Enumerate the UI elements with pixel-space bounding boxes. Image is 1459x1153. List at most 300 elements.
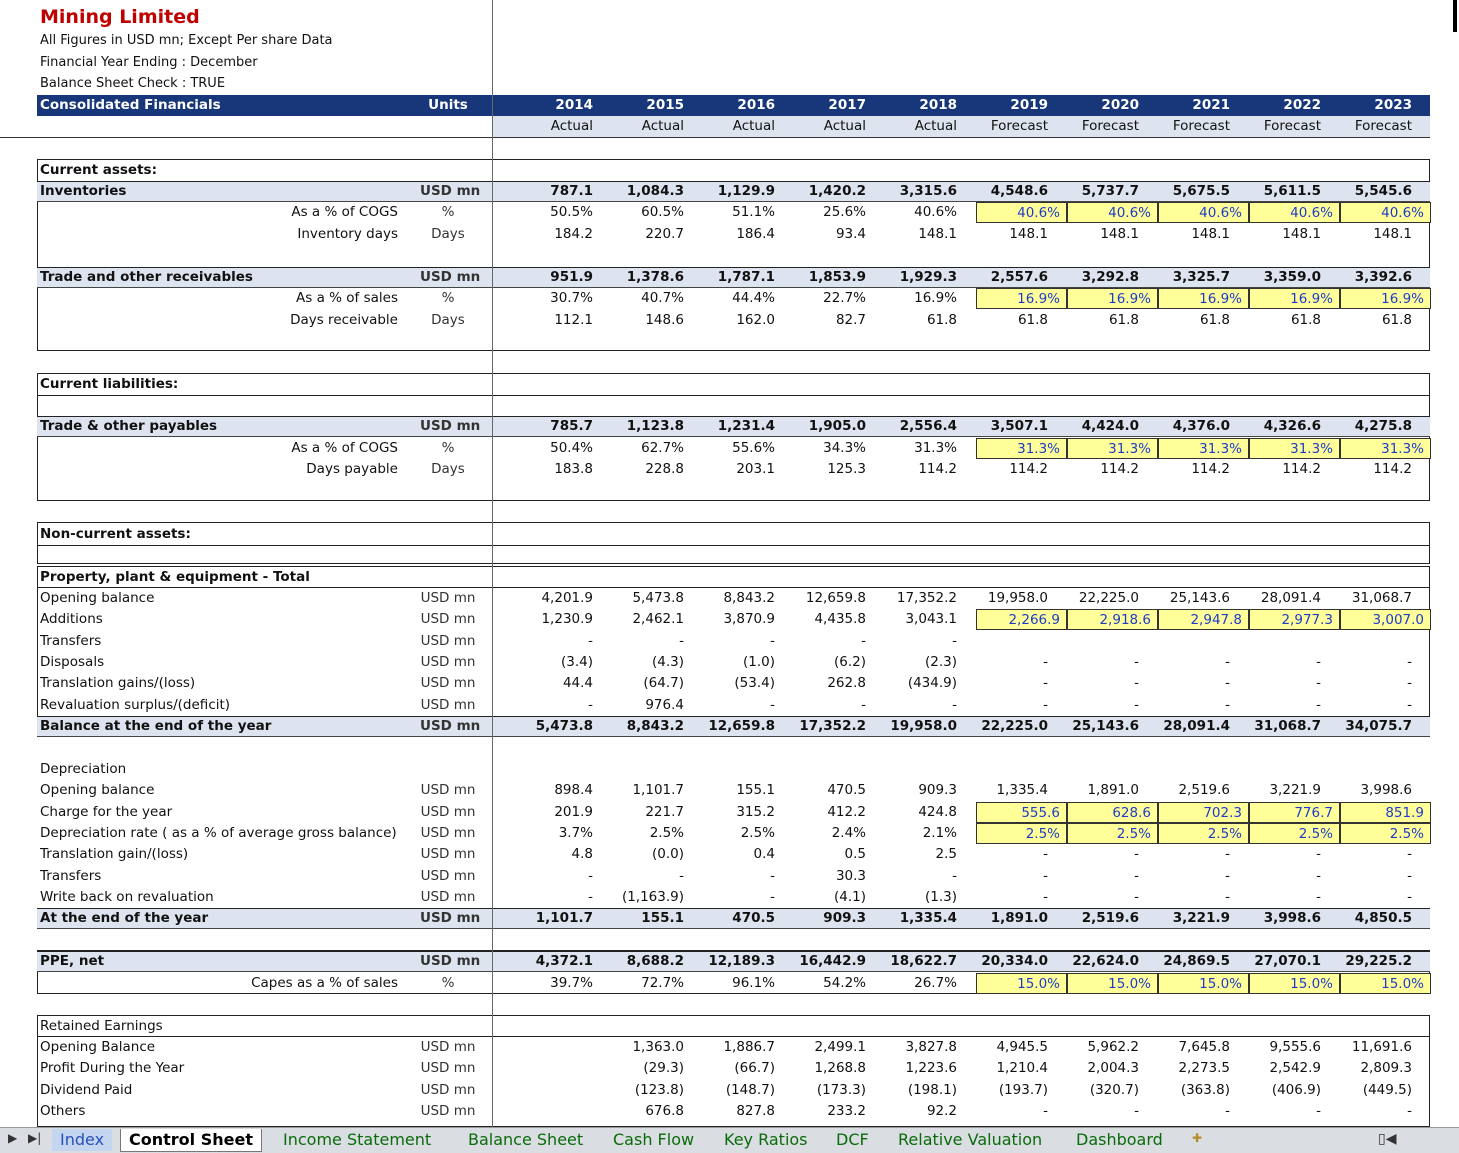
cell-2020[interactable] <box>1059 631 1145 652</box>
row-units[interactable]: USD mn <box>420 611 476 627</box>
row-label[interactable]: As a % of COGS <box>291 440 398 456</box>
cell-2023[interactable]: 4,850.5 <box>1354 910 1412 926</box>
cell-2020[interactable]: 16.9% <box>1067 288 1158 309</box>
cell-2023[interactable]: 34,075.7 <box>1345 718 1412 734</box>
cell-2018[interactable]: 19,958.0 <box>890 718 957 734</box>
row-label[interactable]: Days payable <box>306 461 398 477</box>
cell-2015[interactable]: 5,473.8 <box>632 590 684 606</box>
cell-2014[interactable]: 4,201.9 <box>541 590 593 606</box>
cell-2019[interactable]: 114.2 <box>1009 461 1048 477</box>
row-label[interactable]: Transfers <box>40 868 102 884</box>
sheet-tab-income-statement[interactable]: Income Statement <box>283 1130 432 1149</box>
cell-2021[interactable]: 3,221.9 <box>1172 910 1230 926</box>
cell-2021[interactable]: 25,143.6 <box>1169 590 1230 606</box>
cell-2017[interactable]: 2.4% <box>831 825 866 841</box>
cell-2016[interactable]: 186.4 <box>736 226 775 242</box>
cell-2014[interactable]: 50.4% <box>550 440 593 456</box>
row-label[interactable]: Additions <box>40 611 103 627</box>
cell-2017[interactable]: 4,435.8 <box>814 611 866 627</box>
cell-2019[interactable]: 19,958.0 <box>987 590 1048 606</box>
cell-2014[interactable]: 4,372.1 <box>535 953 593 969</box>
cell-2016[interactable]: 96.1% <box>732 975 775 991</box>
cell-2019[interactable]: 148.1 <box>1009 226 1048 242</box>
cell-2015[interactable]: 976.4 <box>645 697 684 713</box>
cell-2015[interactable]: 8,843.2 <box>626 718 684 734</box>
cell-2014[interactable] <box>513 1101 599 1122</box>
cell-2021[interactable]: 31.3% <box>1158 438 1249 459</box>
cell-2018[interactable]: 424.8 <box>918 804 957 820</box>
year-header-2021[interactable]: 2021 <box>1192 97 1230 113</box>
cell-2021[interactable]: 702.3 <box>1158 802 1249 823</box>
cell-2021[interactable]: 114.2 <box>1191 461 1230 477</box>
cell-2022[interactable]: 2,542.9 <box>1269 1060 1321 1076</box>
cell-2016[interactable]: (53.4) <box>734 675 775 691</box>
cell-2022[interactable]: 9,555.6 <box>1269 1039 1321 1055</box>
cell-2020[interactable]: 3,292.8 <box>1081 269 1139 285</box>
cell-2018[interactable]: 31.3% <box>914 440 957 456</box>
cell-2023[interactable]: - <box>1407 697 1412 713</box>
cell-2021[interactable]: - <box>1225 1103 1230 1119</box>
cell-2015[interactable]: (64.7) <box>643 675 684 691</box>
cell-2017[interactable]: 1,905.0 <box>808 418 866 434</box>
scroll-first-icon[interactable]: ▶ <box>8 1131 18 1145</box>
row-units[interactable]: USD mn <box>420 804 476 820</box>
cell-2022[interactable]: 3,221.9 <box>1269 782 1321 798</box>
year-header-2015[interactable]: 2015 <box>646 97 684 113</box>
cell-2018[interactable]: 16.9% <box>914 290 957 306</box>
cell-2023[interactable]: 4,275.8 <box>1354 418 1412 434</box>
cell-2018[interactable]: 3,315.6 <box>899 183 957 199</box>
cell-2023[interactable] <box>1332 631 1418 652</box>
cell-2023[interactable]: 3,998.6 <box>1360 782 1412 798</box>
cell-2019[interactable]: 2,557.6 <box>990 269 1048 285</box>
cell-2021[interactable]: - <box>1225 654 1230 670</box>
cell-2021[interactable]: 15.0% <box>1158 973 1249 994</box>
cell-2022[interactable]: - <box>1316 675 1321 691</box>
cell-2018[interactable]: 2.1% <box>922 825 957 841</box>
sheet-tab-balance-sheet[interactable]: Balance Sheet <box>468 1130 584 1149</box>
cell-2019[interactable]: - <box>1043 654 1048 670</box>
cell-2023[interactable]: 11,691.6 <box>1351 1039 1412 1055</box>
cell-2014[interactable]: 1,101.7 <box>535 910 593 926</box>
cell-2022[interactable]: 16.9% <box>1249 288 1340 309</box>
cell-2019[interactable]: 1,891.0 <box>990 910 1048 926</box>
cell-2016[interactable]: 470.5 <box>732 910 775 926</box>
cell-2019[interactable]: 20,334.0 <box>981 953 1048 969</box>
cell-2021[interactable]: 2,947.8 <box>1158 609 1249 630</box>
cell-2017[interactable]: 12,659.8 <box>805 590 866 606</box>
cell-2017[interactable]: 82.7 <box>835 312 866 328</box>
row-units[interactable]: USD mn <box>420 782 476 798</box>
cell-2016[interactable]: 55.6% <box>732 440 775 456</box>
row-label[interactable]: PPE, net <box>40 953 105 969</box>
row-units[interactable]: USD mn <box>420 697 476 713</box>
cell-2015[interactable]: 8,688.2 <box>626 953 684 969</box>
cell-2016[interactable]: - <box>770 868 775 884</box>
cell-2014[interactable]: - <box>588 868 593 884</box>
cell-2016[interactable]: 162.0 <box>736 312 775 328</box>
row-units[interactable]: USD mn <box>420 633 476 649</box>
row-units[interactable]: USD mn <box>420 1060 476 1076</box>
cell-2019[interactable]: - <box>1043 889 1048 905</box>
cell-2022[interactable]: - <box>1316 654 1321 670</box>
cell-2015[interactable]: (0.0) <box>651 846 684 862</box>
row-units[interactable]: USD mn <box>420 675 476 691</box>
cell-2014[interactable] <box>513 1037 599 1058</box>
cell-2020[interactable]: - <box>1134 868 1139 884</box>
cell-2018[interactable]: 114.2 <box>918 461 957 477</box>
cell-2023[interactable]: - <box>1407 868 1412 884</box>
cell-2014[interactable]: 898.4 <box>554 782 593 798</box>
cell-2016[interactable]: 8,843.2 <box>723 590 775 606</box>
cell-2018[interactable]: (2.3) <box>924 654 957 670</box>
cell-2021[interactable]: - <box>1225 675 1230 691</box>
cell-2016[interactable]: (66.7) <box>734 1060 775 1076</box>
cell-2017[interactable]: 1,420.2 <box>808 183 866 199</box>
row-units[interactable]: Days <box>431 226 465 242</box>
cell-2015[interactable]: 62.7% <box>641 440 684 456</box>
cell-2014[interactable]: - <box>588 889 593 905</box>
cell-2017[interactable]: 233.2 <box>827 1103 866 1119</box>
row-label[interactable]: At the end of the year <box>40 910 209 926</box>
cell-2017[interactable]: 30.3 <box>835 868 866 884</box>
cell-2018[interactable]: 2,556.4 <box>899 418 957 434</box>
cell-2023[interactable]: 114.2 <box>1373 461 1412 477</box>
cell-2017[interactable]: 412.2 <box>827 804 866 820</box>
cell-2021[interactable]: 5,675.5 <box>1172 183 1230 199</box>
cell-2020[interactable]: (320.7) <box>1089 1082 1139 1098</box>
status-2014[interactable]: Actual <box>550 118 593 134</box>
sheet-tab-dcf[interactable]: DCF <box>836 1130 869 1149</box>
cell-2016[interactable]: 155.1 <box>736 782 775 798</box>
cell-2015[interactable]: 228.8 <box>645 461 684 477</box>
status-2023[interactable]: Forecast <box>1354 118 1412 134</box>
status-2016[interactable]: Actual <box>732 118 775 134</box>
cell-2019[interactable]: - <box>1043 697 1048 713</box>
cell-2015[interactable]: (29.3) <box>643 1060 684 1076</box>
cell-2023[interactable]: (449.5) <box>1362 1082 1412 1098</box>
cell-2018[interactable]: 909.3 <box>918 782 957 798</box>
row-units[interactable]: Days <box>431 461 465 477</box>
cell-2018[interactable]: 1,223.6 <box>905 1060 957 1076</box>
cell-2015[interactable]: (1,163.9) <box>621 889 684 905</box>
cell-2018[interactable]: (434.9) <box>907 675 957 691</box>
row-units[interactable]: USD mn <box>420 718 481 734</box>
status-2019[interactable]: Forecast <box>990 118 1048 134</box>
cell-2020[interactable]: 22,225.0 <box>1078 590 1139 606</box>
row-label[interactable]: Translation gain/(loss) <box>40 846 189 862</box>
cell-2022[interactable]: - <box>1316 868 1321 884</box>
row-units[interactable]: USD mn <box>420 1082 476 1098</box>
cell-2017[interactable]: 16,442.9 <box>799 953 866 969</box>
cell-2021[interactable]: 2.5% <box>1158 823 1249 844</box>
cell-2016[interactable]: 44.4% <box>732 290 775 306</box>
cell-2019[interactable]: 3,507.1 <box>990 418 1048 434</box>
cell-2019[interactable]: - <box>1043 675 1048 691</box>
cell-2015[interactable]: 2,462.1 <box>632 611 684 627</box>
cell-2018[interactable]: 3,043.1 <box>905 611 957 627</box>
cell-2020[interactable]: 2,519.6 <box>1081 910 1139 926</box>
cell-2017[interactable]: 17,352.2 <box>799 718 866 734</box>
cell-2023[interactable]: 31,068.7 <box>1351 590 1412 606</box>
cell-2017[interactable]: 909.3 <box>823 910 866 926</box>
cell-2015[interactable]: 1,123.8 <box>626 418 684 434</box>
cell-2019[interactable]: - <box>1043 846 1048 862</box>
cell-2018[interactable]: 61.8 <box>926 312 957 328</box>
row-label[interactable]: Dividend Paid <box>40 1082 133 1098</box>
cell-2023[interactable]: 29,225.2 <box>1345 953 1412 969</box>
cell-2021[interactable]: 148.1 <box>1191 226 1230 242</box>
cell-2019[interactable]: 2.5% <box>976 823 1067 844</box>
cell-2015[interactable]: 1,101.7 <box>632 782 684 798</box>
cell-2017[interactable]: 25.6% <box>823 204 866 220</box>
cell-2017[interactable]: 2,499.1 <box>814 1039 866 1055</box>
cell-2014[interactable] <box>513 1058 599 1079</box>
cell-2022[interactable]: (406.9) <box>1271 1082 1321 1098</box>
cell-2021[interactable]: (363.8) <box>1180 1082 1230 1098</box>
cell-2018[interactable]: 148.1 <box>918 226 957 242</box>
row-label[interactable]: Days receivable <box>290 312 398 328</box>
cell-2014[interactable]: 4.8 <box>571 846 593 862</box>
cell-2023[interactable]: - <box>1407 889 1412 905</box>
cell-2023[interactable]: 40.6% <box>1340 202 1431 223</box>
cell-2017[interactable]: 1,853.9 <box>808 269 866 285</box>
cell-2020[interactable]: 148.1 <box>1100 226 1139 242</box>
row-units[interactable]: Days <box>431 312 465 328</box>
row-units[interactable]: USD mn <box>420 953 481 969</box>
cell-2014[interactable]: 951.9 <box>550 269 593 285</box>
cell-2020[interactable]: 31.3% <box>1067 438 1158 459</box>
cell-2023[interactable]: 148.1 <box>1373 226 1412 242</box>
cell-2018[interactable]: (1.3) <box>924 889 957 905</box>
cell-2014[interactable]: 112.1 <box>554 312 593 328</box>
cell-2021[interactable]: 4,376.0 <box>1172 418 1230 434</box>
cell-2018[interactable]: - <box>952 697 957 713</box>
cell-2014[interactable]: (3.4) <box>560 654 593 670</box>
cell-2022[interactable]: 31.3% <box>1249 438 1340 459</box>
row-units[interactable]: USD mn <box>420 183 481 199</box>
cell-2014[interactable]: 39.7% <box>550 975 593 991</box>
cell-2021[interactable]: 40.6% <box>1158 202 1249 223</box>
cell-2018[interactable]: 26.7% <box>914 975 957 991</box>
status-2021[interactable]: Forecast <box>1172 118 1230 134</box>
row-units[interactable]: USD mn <box>420 654 476 670</box>
cell-2022[interactable]: 3,359.0 <box>1263 269 1321 285</box>
cell-2021[interactable]: 61.8 <box>1199 312 1230 328</box>
cell-2020[interactable]: 1,891.0 <box>1087 782 1139 798</box>
cell-2023[interactable]: 2.5% <box>1340 823 1431 844</box>
cell-2015[interactable]: 676.8 <box>645 1103 684 1119</box>
cell-2015[interactable]: - <box>679 633 684 649</box>
cell-2022[interactable]: 27,070.1 <box>1254 953 1321 969</box>
cell-2018[interactable]: 18,622.7 <box>890 953 957 969</box>
row-units[interactable]: USD mn <box>420 1103 476 1119</box>
row-label[interactable]: Translation gains/(loss) <box>40 675 196 691</box>
row-label[interactable]: Retained Earnings <box>40 1018 163 1034</box>
cell-2022[interactable]: - <box>1316 697 1321 713</box>
cell-2020[interactable]: 40.6% <box>1067 202 1158 223</box>
row-label[interactable]: Write back on revaluation <box>40 889 214 905</box>
row-label[interactable]: Trade and other receivables <box>40 269 253 285</box>
cell-2021[interactable]: 24,869.5 <box>1163 953 1230 969</box>
cell-2022[interactable]: - <box>1316 889 1321 905</box>
cell-2016[interactable]: 827.8 <box>736 1103 775 1119</box>
cell-2021[interactable]: 16.9% <box>1158 288 1249 309</box>
cell-2020[interactable]: - <box>1134 846 1139 862</box>
cell-2016[interactable]: 1,787.1 <box>717 269 775 285</box>
cell-2023[interactable]: 16.9% <box>1340 288 1431 309</box>
cell-2023[interactable]: 3,392.6 <box>1354 269 1412 285</box>
row-label[interactable]: Non-current assets: <box>40 526 191 542</box>
cell-2014[interactable]: 1,230.9 <box>541 611 593 627</box>
cell-2014[interactable]: 30.7% <box>550 290 593 306</box>
row-label[interactable]: Capes as a % of sales <box>251 975 398 991</box>
cell-2017[interactable]: 262.8 <box>827 675 866 691</box>
cell-2016[interactable]: (148.7) <box>725 1082 775 1098</box>
row-units[interactable]: USD mn <box>420 269 481 285</box>
cell-2014[interactable]: 183.8 <box>554 461 593 477</box>
cell-2014[interactable]: 201.9 <box>554 804 593 820</box>
cell-2015[interactable]: (4.3) <box>651 654 684 670</box>
status-2022[interactable]: Forecast <box>1263 118 1321 134</box>
cell-2019[interactable]: 31.3% <box>976 438 1067 459</box>
cell-2019[interactable]: 16.9% <box>976 288 1067 309</box>
row-label[interactable]: Current liabilities: <box>40 376 179 392</box>
cell-2023[interactable]: - <box>1407 675 1412 691</box>
year-header-2016[interactable]: 2016 <box>737 97 775 113</box>
cell-2023[interactable]: 5,545.6 <box>1354 183 1412 199</box>
cell-2017[interactable]: 22.7% <box>823 290 866 306</box>
sheet-tab-index[interactable]: Index <box>52 1129 112 1151</box>
cell-2022[interactable]: 40.6% <box>1249 202 1340 223</box>
cell-2022[interactable]: - <box>1316 1103 1321 1119</box>
sheet-tab-control-sheet[interactable]: Control Sheet <box>120 1129 262 1152</box>
cell-2022[interactable]: 28,091.4 <box>1260 590 1321 606</box>
cell-2018[interactable]: 1,929.3 <box>899 269 957 285</box>
year-header-2020[interactable]: 2020 <box>1101 97 1139 113</box>
row-units[interactable]: USD mn <box>420 910 481 926</box>
cell-2020[interactable]: - <box>1134 889 1139 905</box>
row-label[interactable]: Depreciation rate ( as a % of average gross balance) <box>40 825 397 841</box>
cell-2022[interactable]: 3,998.6 <box>1263 910 1321 926</box>
cell-2023[interactable]: - <box>1407 1103 1412 1119</box>
cell-2019[interactable]: 555.6 <box>976 802 1067 823</box>
cell-2017[interactable]: 34.3% <box>823 440 866 456</box>
row-units[interactable]: % <box>441 440 455 456</box>
row-label[interactable]: As a % of sales <box>296 290 398 306</box>
row-label[interactable]: Revaluation surplus/(deficit) <box>40 697 231 713</box>
cell-2016[interactable]: 1,231.4 <box>717 418 775 434</box>
cell-2020[interactable]: 22,624.0 <box>1072 953 1139 969</box>
cell-2020[interactable]: - <box>1134 697 1139 713</box>
row-units[interactable]: USD mn <box>420 590 476 606</box>
cell-2018[interactable]: 40.6% <box>914 204 957 220</box>
row-units[interactable]: USD mn <box>420 418 481 434</box>
status-2018[interactable]: Actual <box>914 118 957 134</box>
cell-2020[interactable]: 5,962.2 <box>1087 1039 1139 1055</box>
cell-2016[interactable]: 203.1 <box>736 461 775 477</box>
cell-2023[interactable]: 2,809.3 <box>1360 1060 1412 1076</box>
cell-2022[interactable]: 148.1 <box>1282 226 1321 242</box>
cell-2023[interactable]: - <box>1407 654 1412 670</box>
cell-2019[interactable]: 1,335.4 <box>996 782 1048 798</box>
cell-2016[interactable]: (1.0) <box>742 654 775 670</box>
cell-2016[interactable]: 315.2 <box>736 804 775 820</box>
sheet-tab-relative-valuation[interactable]: Relative Valuation <box>898 1130 1043 1149</box>
year-header-2022[interactable]: 2022 <box>1283 97 1321 113</box>
cell-2014[interactable]: 787.1 <box>550 183 593 199</box>
cell-2018[interactable]: 17,352.2 <box>896 590 957 606</box>
cell-2022[interactable]: 2,977.3 <box>1249 609 1340 630</box>
cell-2021[interactable]: - <box>1225 868 1230 884</box>
cell-2015[interactable]: 1,363.0 <box>632 1039 684 1055</box>
row-label[interactable]: Inventory days <box>297 226 398 242</box>
cell-2020[interactable]: 25,143.6 <box>1072 718 1139 734</box>
cell-2020[interactable]: 2,004.3 <box>1087 1060 1139 1076</box>
cell-2015[interactable]: 1,378.6 <box>626 269 684 285</box>
cell-2022[interactable]: 61.8 <box>1290 312 1321 328</box>
cell-2015[interactable]: 220.7 <box>645 226 684 242</box>
cell-2021[interactable]: - <box>1225 697 1230 713</box>
cell-2017[interactable]: 1,268.8 <box>814 1060 866 1076</box>
cell-2020[interactable]: - <box>1134 1103 1139 1119</box>
cell-2019[interactable]: 61.8 <box>1017 312 1048 328</box>
row-units[interactable]: % <box>441 975 455 991</box>
cell-2015[interactable]: 221.7 <box>645 804 684 820</box>
row-label[interactable]: Transfers <box>40 633 102 649</box>
sheet-tab-key-ratios[interactable]: Key Ratios <box>724 1130 808 1149</box>
cell-2021[interactable]: 2,273.5 <box>1178 1060 1230 1076</box>
cell-2020[interactable]: 5,737.7 <box>1081 183 1139 199</box>
cell-2014[interactable]: 184.2 <box>554 226 593 242</box>
cell-2019[interactable] <box>968 631 1054 652</box>
cell-2019[interactable]: - <box>1043 1103 1048 1119</box>
cell-2019[interactable]: 4,548.6 <box>990 183 1048 199</box>
cell-2022[interactable]: 114.2 <box>1282 461 1321 477</box>
cell-2017[interactable]: 0.5 <box>844 846 866 862</box>
cell-2023[interactable]: 15.0% <box>1340 973 1431 994</box>
cell-2017[interactable]: 470.5 <box>827 782 866 798</box>
row-units[interactable]: USD mn <box>420 1039 476 1055</box>
sheet-tab-dashboard[interactable]: Dashboard <box>1076 1130 1163 1149</box>
row-label[interactable]: Opening balance <box>40 590 155 606</box>
row-label[interactable]: Disposals <box>40 654 105 670</box>
cell-2022[interactable]: 4,326.6 <box>1263 418 1321 434</box>
cell-2019[interactable]: 2,266.9 <box>976 609 1067 630</box>
cell-2022[interactable]: 31,068.7 <box>1254 718 1321 734</box>
cell-2020[interactable]: 15.0% <box>1067 973 1158 994</box>
row-label[interactable]: Balance at the end of the year <box>40 718 272 734</box>
cell-2023[interactable]: 31.3% <box>1340 438 1431 459</box>
cell-2021[interactable]: 28,091.4 <box>1163 718 1230 734</box>
cell-2020[interactable]: 114.2 <box>1100 461 1139 477</box>
cell-2018[interactable]: - <box>952 868 957 884</box>
row-label[interactable]: As a % of COGS <box>291 204 398 220</box>
insert-sheet-icon[interactable]: ✚ <box>1192 1131 1203 1145</box>
row-label[interactable]: Inventories <box>40 183 127 199</box>
cell-2017[interactable]: (4.1) <box>833 889 866 905</box>
row-units[interactable]: USD mn <box>420 846 476 862</box>
cell-2021[interactable]: - <box>1225 889 1230 905</box>
cell-2014[interactable]: - <box>588 697 593 713</box>
cell-2016[interactable]: - <box>770 889 775 905</box>
row-label[interactable]: Opening balance <box>40 782 155 798</box>
cell-2016[interactable]: 0.4 <box>753 846 775 862</box>
cell-2021[interactable] <box>1150 631 1236 652</box>
row-units[interactable]: USD mn <box>420 868 476 884</box>
cell-2019[interactable]: (193.7) <box>998 1082 1048 1098</box>
cell-2015[interactable]: (123.8) <box>634 1082 684 1098</box>
